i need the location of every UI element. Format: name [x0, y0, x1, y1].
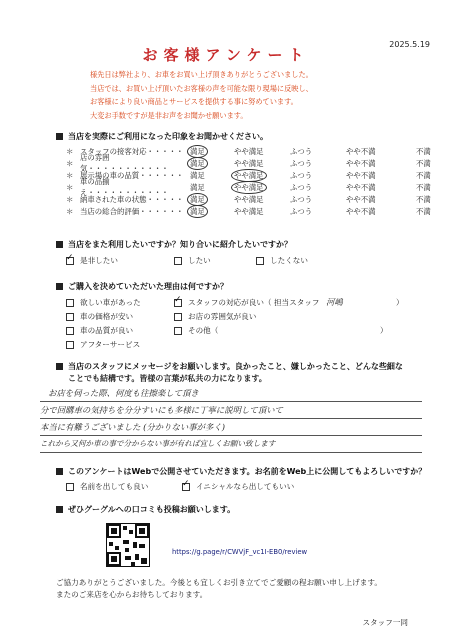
rating-option[interactable]: [290, 194, 346, 205]
checkbox[interactable]: [174, 299, 182, 307]
option-label: 欲しい車があった: [80, 298, 141, 307]
asterisk-icon: ＊: [66, 170, 74, 180]
rating-item-label: 車の品揃え・・・・・・・・・・・: [80, 177, 169, 197]
rating-option[interactable]: [346, 182, 416, 193]
rating-option[interactable]: [190, 170, 234, 181]
message-text: これから又何か車の事で分からない事が有れば宜しくお願い致します: [40, 439, 276, 448]
rating-table: [66, 145, 452, 217]
option-label: 名前を出しても良い: [80, 482, 149, 491]
square-bullet-icon: [56, 363, 63, 370]
rating-option-label: やや満足: [234, 194, 264, 204]
option-label: アフターサービス: [80, 340, 141, 349]
qr-code-icon[interactable]: [106, 523, 150, 567]
signature: スタッフ一同: [362, 618, 408, 627]
checkbox[interactable]: [174, 313, 182, 321]
close-paren: ）: [380, 326, 388, 335]
q6-heading-text: ぜひグーグルへの口コミも投稿お願いします。: [68, 505, 236, 514]
rating-item-label: 展示場の車の品質・・・・・・: [80, 170, 184, 180]
rating-row: [66, 153, 452, 173]
q3-left-3[interactable]: [66, 339, 140, 350]
rating-option-label: 不満: [416, 158, 431, 168]
rating-row: [66, 193, 452, 205]
q3-right-2[interactable]: [174, 325, 218, 336]
rating-option-label: やや不満: [346, 182, 376, 192]
option-label: その他（: [188, 326, 219, 335]
q2-option-0[interactable]: [66, 255, 118, 266]
checkbox[interactable]: [66, 483, 74, 491]
checkbox[interactable]: [174, 257, 182, 265]
q5-option-1[interactable]: [182, 481, 294, 492]
intro-line: 様先日は弊社より、お車をお買い上げ頂きありがとうございました。: [90, 70, 313, 79]
checkbox[interactable]: [66, 313, 74, 321]
rating-item-label: 納車された車の状態・・・・・: [80, 194, 184, 204]
message-text: 分で回購車の気持ちを分分すいにも多様に丁寧に説明して頂いて: [40, 405, 283, 415]
rating-option-label: やや満足: [231, 181, 267, 194]
asterisk-icon: ＊: [66, 194, 74, 204]
rating-option-label: 不満: [416, 194, 431, 204]
footer-line: またのご来店を心からお待ちしております。: [56, 590, 208, 599]
option-label: お店の雰囲気が良い: [188, 312, 257, 321]
staff-name: 河嶋: [326, 297, 343, 307]
rating-option[interactable]: [190, 157, 234, 170]
rating-option-label: 満足: [190, 170, 205, 180]
q2-heading: [56, 239, 292, 250]
review-url-link[interactable]: https://g.page/r/CWVjF_vc1I-EB0/review: [172, 548, 308, 556]
checkbox[interactable]: [66, 257, 74, 265]
q4-heading-text-2: ことでも結構です。皆様の言葉が私共の力になります。: [68, 374, 267, 383]
rating-option-label: 不満: [416, 170, 431, 180]
rating-option-label: やや満足: [234, 206, 264, 216]
rating-option-label: 満足: [187, 145, 208, 158]
checkbox[interactable]: [66, 327, 74, 335]
close-paren: ）: [396, 298, 404, 307]
q5-heading-text: このアンケートはWebで公開させていただきます。お名前をWeb上に公開してもよろしいですか？: [68, 467, 427, 476]
rating-option[interactable]: [190, 182, 234, 193]
q2-heading-text: 当店をまた利用したいですか？知り合いに紹介したいですか？: [68, 240, 292, 249]
checkbox[interactable]: [174, 327, 182, 335]
footer-text: [56, 577, 382, 601]
rating-option[interactable]: [416, 170, 452, 181]
rating-option-label: 満足: [190, 182, 205, 192]
rating-item-label: 当店の総合的評価・・・・・・: [80, 206, 184, 216]
square-bullet-icon: [56, 468, 63, 475]
rating-option-label: やや満足: [234, 146, 264, 156]
rating-option-label: やや不満: [346, 158, 376, 168]
q4-heading-text: 当店のスタッフにメッセージをお願いします。良かったこと、嫌しかったこと、どんな些細な: [68, 362, 403, 371]
option-label: 車の価格が安い: [80, 312, 134, 321]
rating-option-label: 満足: [187, 193, 208, 206]
footer-line: ご協力ありがとうございました。今後とも宜しくお引き立てでご愛顧の程お願い申し上げます。: [56, 578, 382, 587]
rating-option[interactable]: [190, 205, 234, 218]
q3-heading: [56, 281, 228, 292]
q3-left-1[interactable]: [66, 311, 133, 322]
asterisk-icon: ＊: [66, 158, 74, 168]
option-label: 車の品質が良い: [80, 326, 134, 335]
rating-option-label: やや不満: [346, 170, 376, 180]
q4-heading: [56, 361, 403, 372]
rating-option[interactable]: [234, 181, 290, 194]
message-line: [40, 435, 422, 453]
square-bullet-icon: [56, 133, 63, 140]
rating-option-label: やや満足: [231, 169, 267, 182]
q3-right-0[interactable]: [174, 297, 320, 308]
rating-row: [66, 205, 452, 217]
intro-line: お客様により良い商品とサービスを提供する事に努めています。: [90, 97, 298, 106]
rating-option-label: やや不満: [346, 194, 376, 204]
message-line: [40, 401, 422, 419]
q3-right-1[interactable]: [174, 311, 256, 322]
survey-title: お客様アンケート: [142, 46, 310, 64]
rating-option[interactable]: [416, 182, 452, 193]
rating-option[interactable]: [416, 194, 452, 205]
rating-option-label: ふつう: [290, 194, 313, 204]
rating-option[interactable]: [290, 158, 346, 169]
rating-option[interactable]: [416, 146, 452, 157]
rating-option[interactable]: [290, 146, 346, 157]
message-line: [40, 384, 422, 402]
q5-heading: [56, 466, 426, 477]
q1-heading: [56, 131, 268, 142]
rating-option-label: ふつう: [290, 170, 313, 180]
message-text: お店を伺った際、何度も往擦楽して頂き: [48, 388, 199, 398]
q3-heading-text: ご購入を決めていただいた理由は何ですか？: [68, 282, 228, 291]
rating-option-label: 不満: [416, 182, 431, 192]
intro-text: [90, 68, 440, 122]
intro-line: 大変お手数ですが是非お声をお聞かせ願います。: [90, 110, 248, 120]
rating-option-label: やや不満: [346, 146, 376, 156]
rating-option[interactable]: [290, 182, 346, 193]
rating-option[interactable]: [416, 158, 452, 169]
rating-item-label: 店の雰囲気・・・・・・・・・・・: [80, 153, 169, 173]
message-line: [40, 418, 422, 436]
rating-option[interactable]: [346, 146, 416, 157]
rating-row: [66, 177, 452, 197]
checkbox[interactable]: [66, 341, 74, 349]
rating-option[interactable]: [290, 206, 346, 217]
rating-option[interactable]: [290, 170, 346, 181]
q2-option-2[interactable]: [256, 255, 308, 266]
option-label: したくない: [270, 256, 308, 265]
message-text: 本当に有難うございました (分かりない事が多く): [40, 422, 226, 432]
rating-option[interactable]: [346, 194, 416, 205]
rating-option-label: 満足: [187, 205, 208, 218]
option-label: 是非したい: [80, 256, 118, 265]
q3-left-2[interactable]: [66, 325, 133, 336]
rating-option[interactable]: [234, 146, 290, 157]
square-bullet-icon: [56, 241, 63, 248]
rating-option-label: 不満: [416, 206, 431, 216]
rating-option-label: ふつう: [290, 158, 313, 168]
rating-option[interactable]: [234, 158, 290, 169]
rating-option-label: ふつう: [290, 206, 313, 216]
rating-option-label: やや満足: [234, 158, 264, 168]
q5-option-0[interactable]: [66, 481, 148, 492]
rating-option-label: 満足: [187, 157, 208, 170]
square-bullet-icon: [56, 506, 63, 513]
rating-option[interactable]: [346, 206, 416, 217]
checkbox[interactable]: [182, 483, 190, 491]
asterisk-icon: ＊: [66, 146, 74, 156]
asterisk-icon: ＊: [66, 182, 74, 192]
square-bullet-icon: [56, 283, 63, 290]
q1-heading-text: 当店を実際にご利用になった印象をお聞かせください。: [68, 132, 268, 141]
asterisk-icon: ＊: [66, 206, 74, 216]
rating-option[interactable]: [416, 206, 452, 217]
q6-heading: [56, 504, 235, 515]
q3-left-0[interactable]: [66, 297, 141, 308]
rating-option-label: ふつう: [290, 182, 313, 192]
option-label: イニシャルなら出してもいい: [196, 482, 295, 491]
rating-option-label: 不満: [416, 146, 431, 156]
q2-option-1[interactable]: [174, 255, 211, 266]
rating-option-label: ふつう: [290, 146, 313, 156]
rating-option[interactable]: [346, 170, 416, 181]
rating-option-label: やや不満: [346, 206, 376, 216]
option-label: したい: [188, 256, 211, 265]
rating-option[interactable]: [346, 158, 416, 169]
checkbox[interactable]: [256, 257, 264, 265]
rating-option[interactable]: [234, 194, 290, 205]
rating-item-label: スタッフの接客対応・・・・・: [80, 146, 184, 156]
checkbox[interactable]: [66, 299, 74, 307]
option-label: スタッフの対応が良い（ 担当スタッフ: [188, 298, 320, 307]
survey-date: 2025.5.19: [389, 40, 430, 49]
rating-option[interactable]: [234, 206, 290, 217]
intro-line: 当店では、お買い上げ頂いたお客様の声を可能な限り現場に反映し、: [90, 83, 313, 93]
